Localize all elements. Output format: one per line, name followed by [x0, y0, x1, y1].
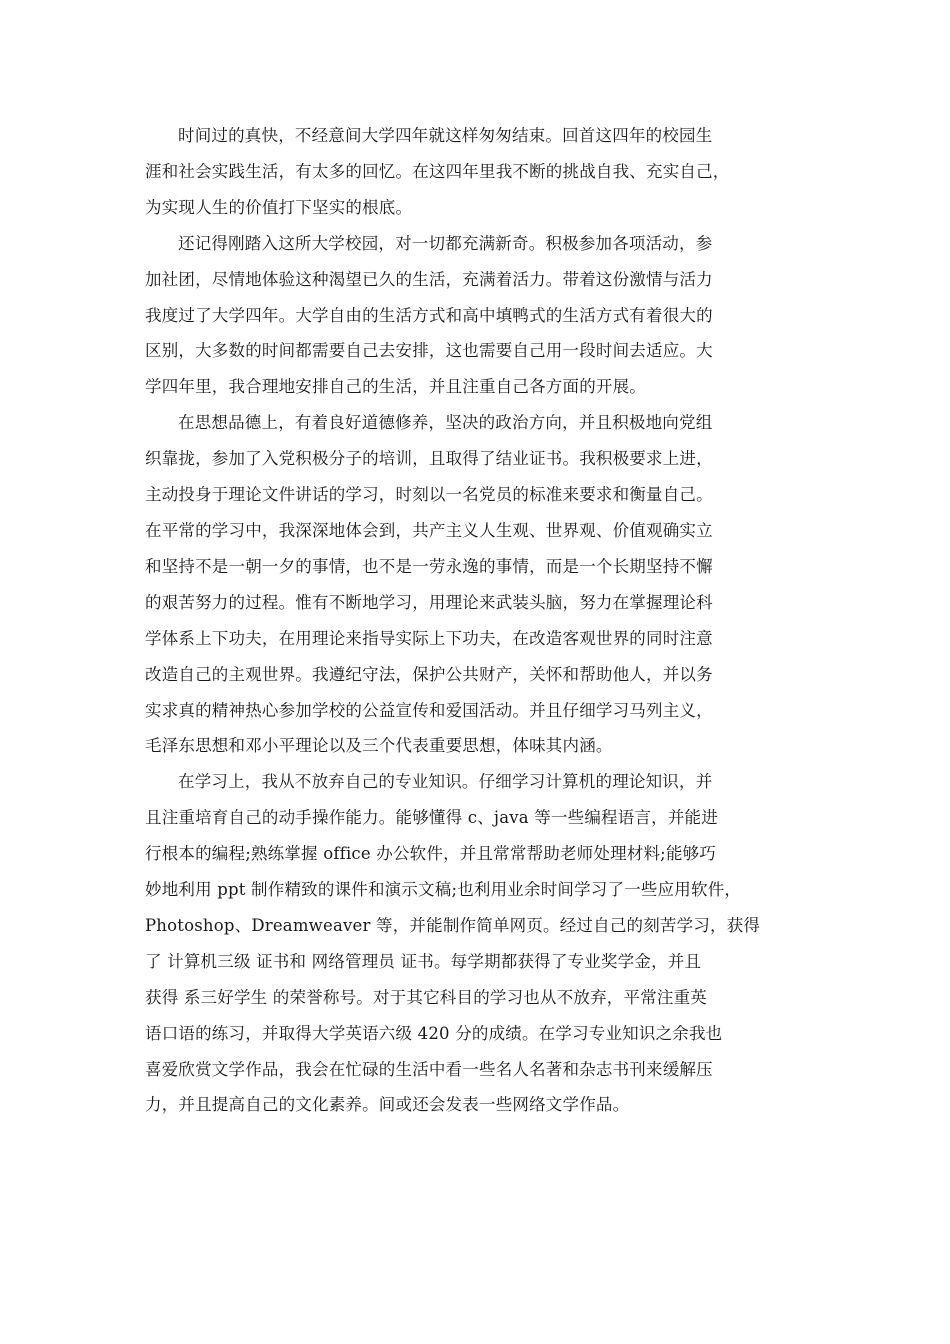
text-line: 区别，大多数的时间都需要自己去安排，这也需要自己用一段时间去适应。大 — [145, 341, 713, 361]
text-line: 加社团，尽情地体验这种渴望已久的生活，充满着活力。带着这份激情与活力 — [145, 269, 713, 289]
text-line: 实求真的精神热心参加学校的公益宣传和爱国活动。并且仔细学习马列主义， — [145, 700, 713, 720]
text-line: 学体系上下功夫，在用理论来指导实际上下功夫，在改造客观世界的同时注意 — [145, 628, 713, 648]
text-line: 为实现人生的价值打下坚实的根底。 — [145, 197, 413, 217]
text-line: 获得 系三好学生 的荣誉称号。对于其它科目的学习也从不放弃，平常注重英 — [145, 987, 707, 1007]
paragraph-ideology — [145, 405, 810, 764]
text-line: 主动投身于理论文件讲话的学习，时刻以一名党员的标准来要求和衡量自己。 — [145, 485, 713, 505]
paragraph-study — [145, 764, 810, 1123]
text-line: 还记得刚踏入这所大学校园，对一切都充满新奇。积极参加各项活动，参 — [178, 233, 713, 253]
text-line: 力，并且提高自己的文化素养。间或还会发表一些网络文学作品。 — [145, 1095, 630, 1115]
text-line: 喜爱欣赏文学作品，我会在忙碌的生活中看一些名人名著和杂志书刊来缓解压 — [145, 1059, 713, 1079]
text-line: 在思想品德上，有着良好道德修养，坚决的政治方向，并且积极地向党组 — [178, 413, 713, 433]
text-line: 在平常的学习中，我深深地体会到，共产主义人生观、世界观、价值观确实立 — [145, 520, 713, 540]
text-line: 且注重培育自己的动手操作能力。能够懂得 c、java 等一些编程语言，并能进 — [145, 808, 718, 828]
paragraph-campus-life — [145, 226, 810, 406]
text-line: 行根本的编程;熟练掌握 office 办公软件，并且常常帮助老师处理材料;能够巧 — [145, 844, 717, 864]
text-line: 时间过的真快，不经意间大学四年就这样匆匆结束。回首这四年的校园生 — [178, 126, 713, 145]
text-line: 在学习上，我从不放弃自己的专业知识。仔细学习计算机的理论知识，并 — [178, 772, 713, 792]
text-line: 学四年里，我合理地安排自己的生活，并且注重自己各方面的开展。 — [145, 377, 646, 397]
document-body — [145, 118, 810, 1123]
text-line: 语口语的练习，并取得大学英语六级 420 分的成绩。在学习专业知识之余我也 — [145, 1023, 723, 1043]
text-line: 妙地利用 ppt 制作精致的课件和演示文稿;也利用业余时间学习了一些应用软件， — [145, 880, 742, 900]
text-line: 了 计算机三级 证书和 网络管理员 证书。每学期都获得了专业奖学金，并且 — [145, 951, 702, 971]
text-line: 改造自己的主观世界。我遵纪守法，保护公共财产，关怀和帮助他人，并以务 — [145, 664, 713, 684]
text-line: 毛泽东思想和邓小平理论以及三个代表重要思想，体味其内涵。 — [145, 736, 613, 756]
text-line: Photoshop、Dreamweaver 等，并能制作简单网页。经过自己的刻苦学习，获得 — [145, 915, 761, 935]
text-line: 涯和社会实践生活，有太多的回忆。在这四年里我不断的挑战自我、充实自己， — [145, 161, 730, 181]
text-line: 织靠拢，参加了入党积极分子的培训，且取得了结业证书。我积极要求上进， — [145, 449, 713, 469]
paragraph-intro — [145, 118, 810, 226]
text-line: 和坚持不是一朝一夕的事情，也不是一劳永逸的事情，而是一个长期坚持不懈 — [145, 556, 713, 576]
text-line: 的艰苦努力的过程。惟有不断地学习，用理论来武装头脑，努力在掌握理论科 — [145, 592, 713, 612]
text-line: 我度过了大学四年。大学自由的生活方式和高中填鸭式的生活方式有着很大的 — [145, 305, 713, 325]
